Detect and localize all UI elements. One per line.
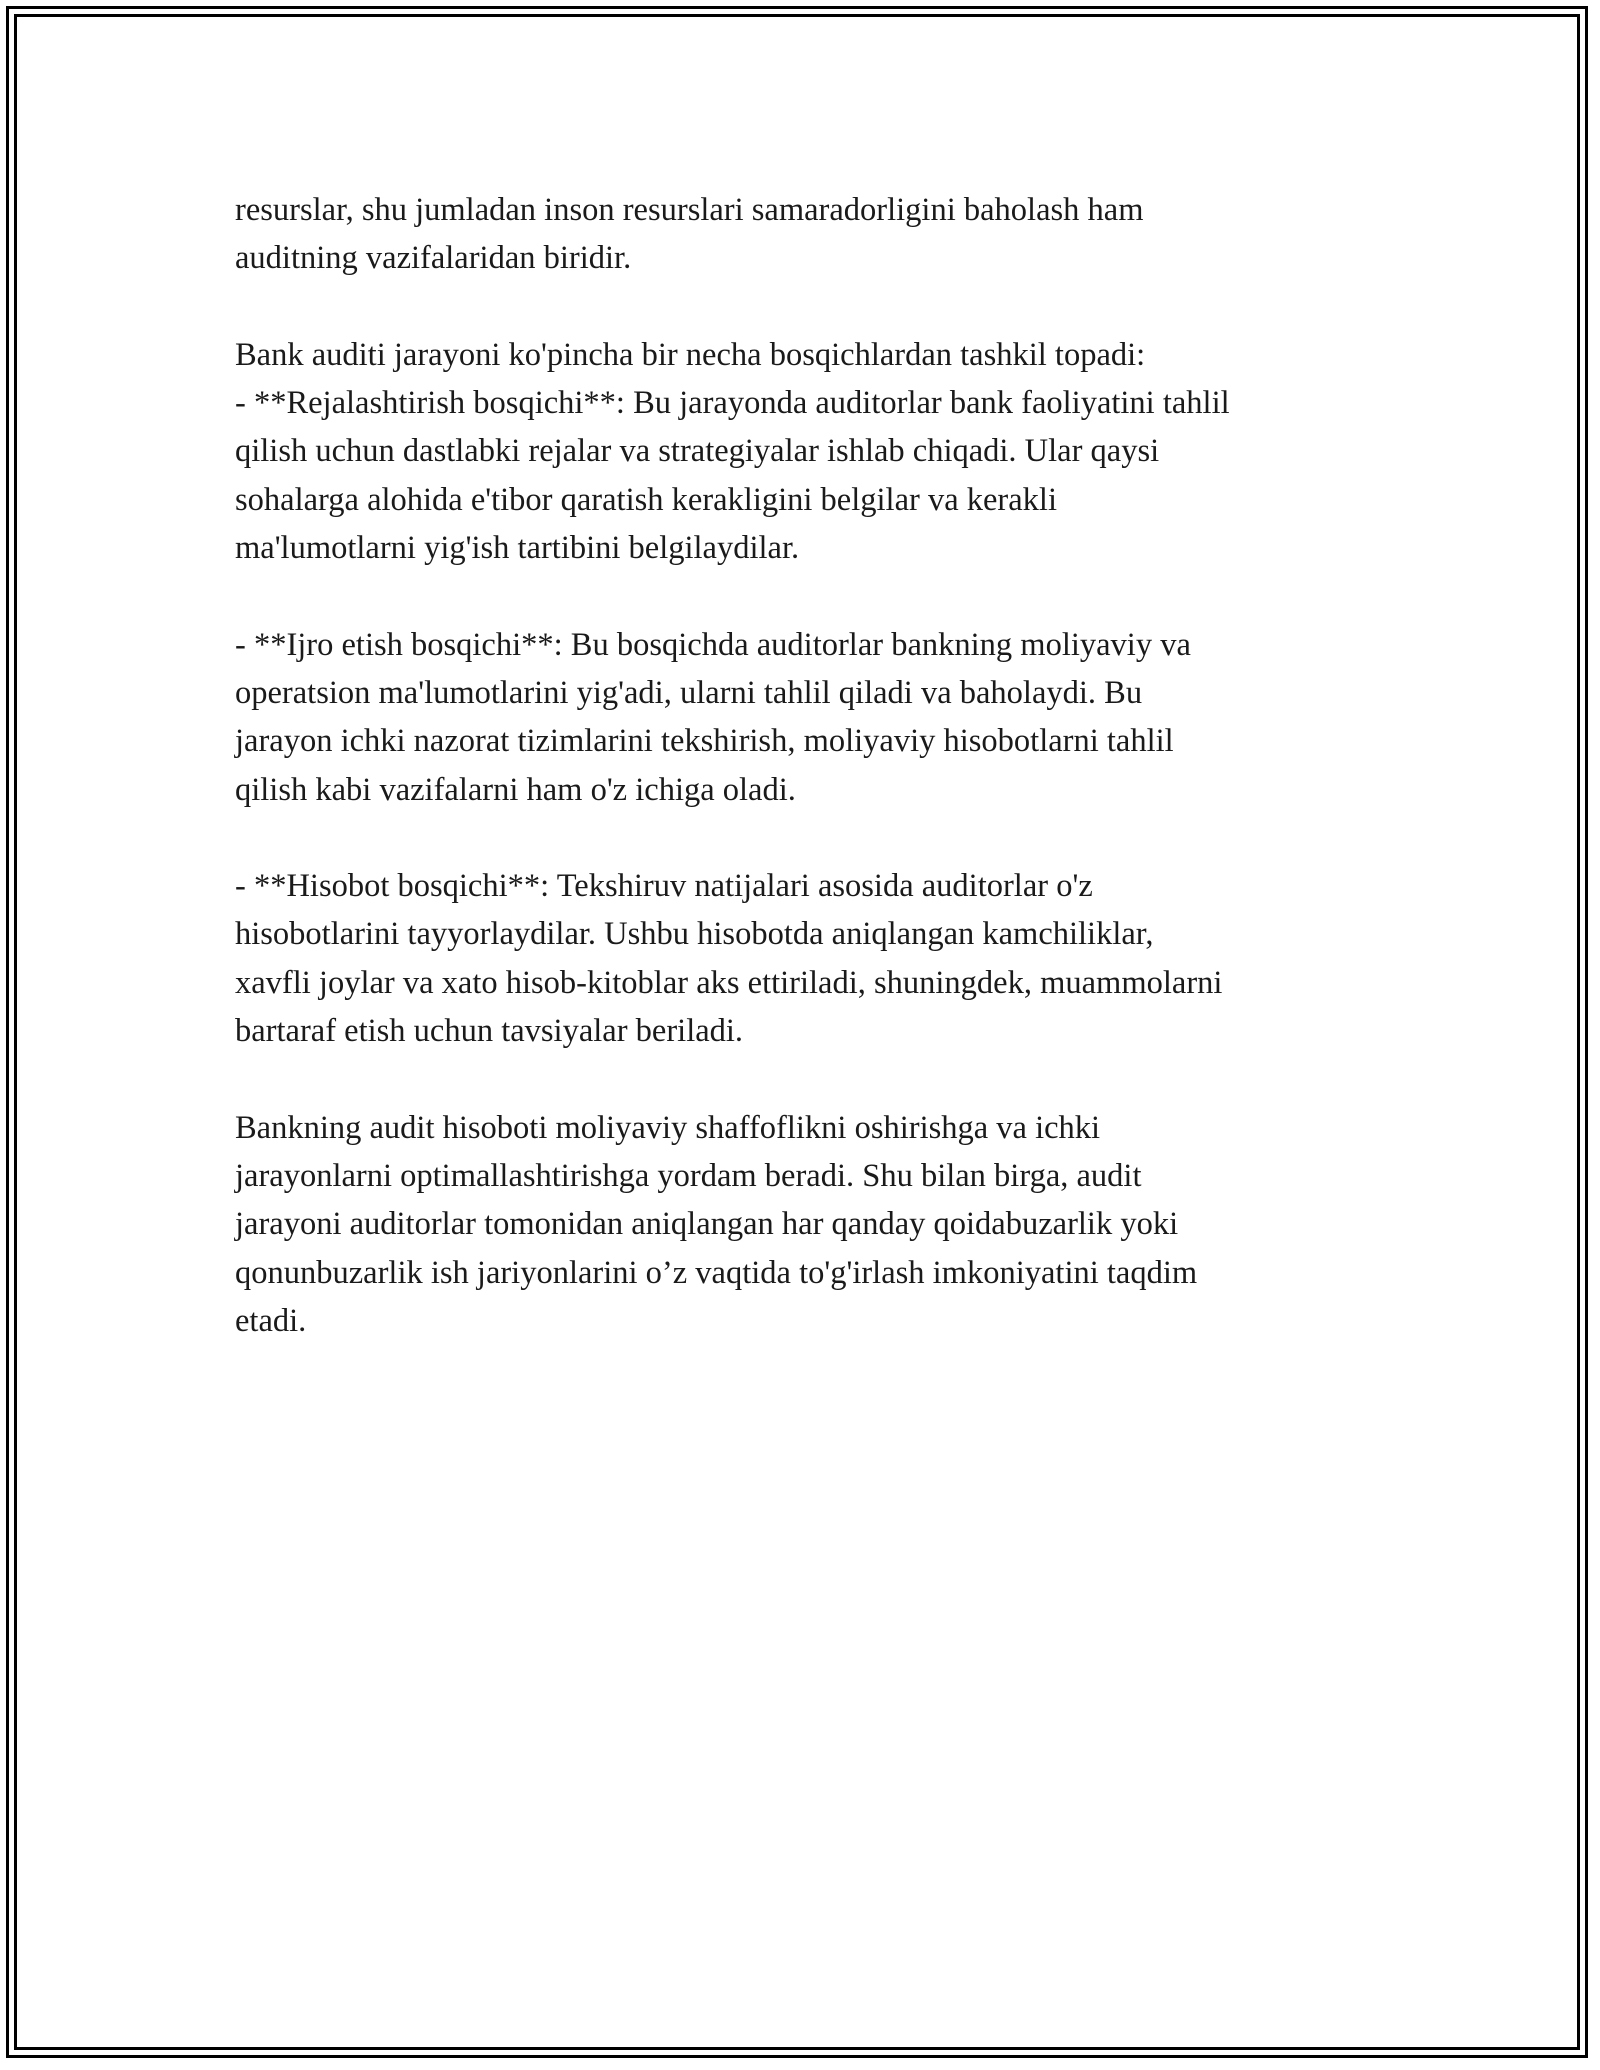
text-line: qonunbuzarlik ish jariyonlarini o’z vaqtida to'g'irlash imkoniyatini taqdim (235, 1254, 1198, 1291)
text-line: hisobotlarini tayyorlaydilar. Ushbu hisobotda aniqlangan kamchiliklar, (235, 916, 1154, 953)
text-line: qilish uchun dastlabki rejalar va strategiyalar ishlab chiqadi. Ular qaysi (235, 433, 1160, 470)
text-line: resurslar, shu jumladan inson resurslari samaradorligini baholash ham (235, 192, 1144, 228)
text-line: Bankning audit hisoboti moliyaviy shaffoflikni oshirishga va ichki (235, 1109, 1101, 1146)
text-line: auditning vazifalaridan biridir. (235, 240, 632, 277)
text-line: - **Hisobot bosqichi**: Tekshiruv natijalari asosida auditorlar o'z (235, 868, 1093, 905)
text-line: qilish kabi vazifalarni ham o'z ichiga oladi. (235, 771, 796, 808)
text-line: operatsion ma'lumotlarini yig'adi, ularni tahlil qiladi va baholaydi. Bu (235, 674, 1143, 711)
paragraph (235, 331, 1385, 572)
text-line: - **Ijro etish bosqichi**: Bu bosqichda auditorlar bankning moliyaviy va (235, 626, 1191, 663)
text-line: xavfli joylar va xato hisob-kitoblar aks ettiriladi, shuningdek, muammolarni (235, 964, 1223, 1001)
document-body (235, 186, 1385, 1345)
paragraph-gap (235, 814, 1385, 862)
text-line: etadi. (235, 1302, 307, 1339)
text-line: Bank auditi jarayoni ko'pincha bir necha bosqichlardan tashkil topadi: (235, 336, 1146, 373)
text-line: - **Rejalashtirish bosqichi**: Bu jarayonda auditorlar bank faoliyatini tahlil (235, 385, 1230, 422)
text-line: jarayoni auditorlar tomonidan aniqlangan har qanday qoidabuzarlik yoki (235, 1206, 1179, 1243)
paragraph (235, 186, 1385, 283)
text-line: jarayon ichki nazorat tizimlarini tekshirish, moliyaviy hisobotlarni tahlil (235, 723, 1174, 760)
paragraph (235, 862, 1385, 1055)
text-line: ma'lumotlarni yig'ish tartibini belgilaydilar. (235, 530, 800, 567)
paragraph-gap (235, 1055, 1385, 1103)
text-line: jarayonlarni optimallashtirishga yordam beradi. Shu bilan birga, audit (235, 1157, 1142, 1194)
text-line: bartaraf etish uchun tavsiyalar beriladi. (235, 1013, 744, 1050)
paragraph-gap (235, 572, 1385, 620)
text-line: sohalarga alohida e'tibor qaratish kerakligini belgilar va kerakli (235, 481, 1057, 518)
paragraph (235, 621, 1385, 814)
paragraph-gap (235, 283, 1385, 331)
paragraph (235, 1104, 1385, 1345)
